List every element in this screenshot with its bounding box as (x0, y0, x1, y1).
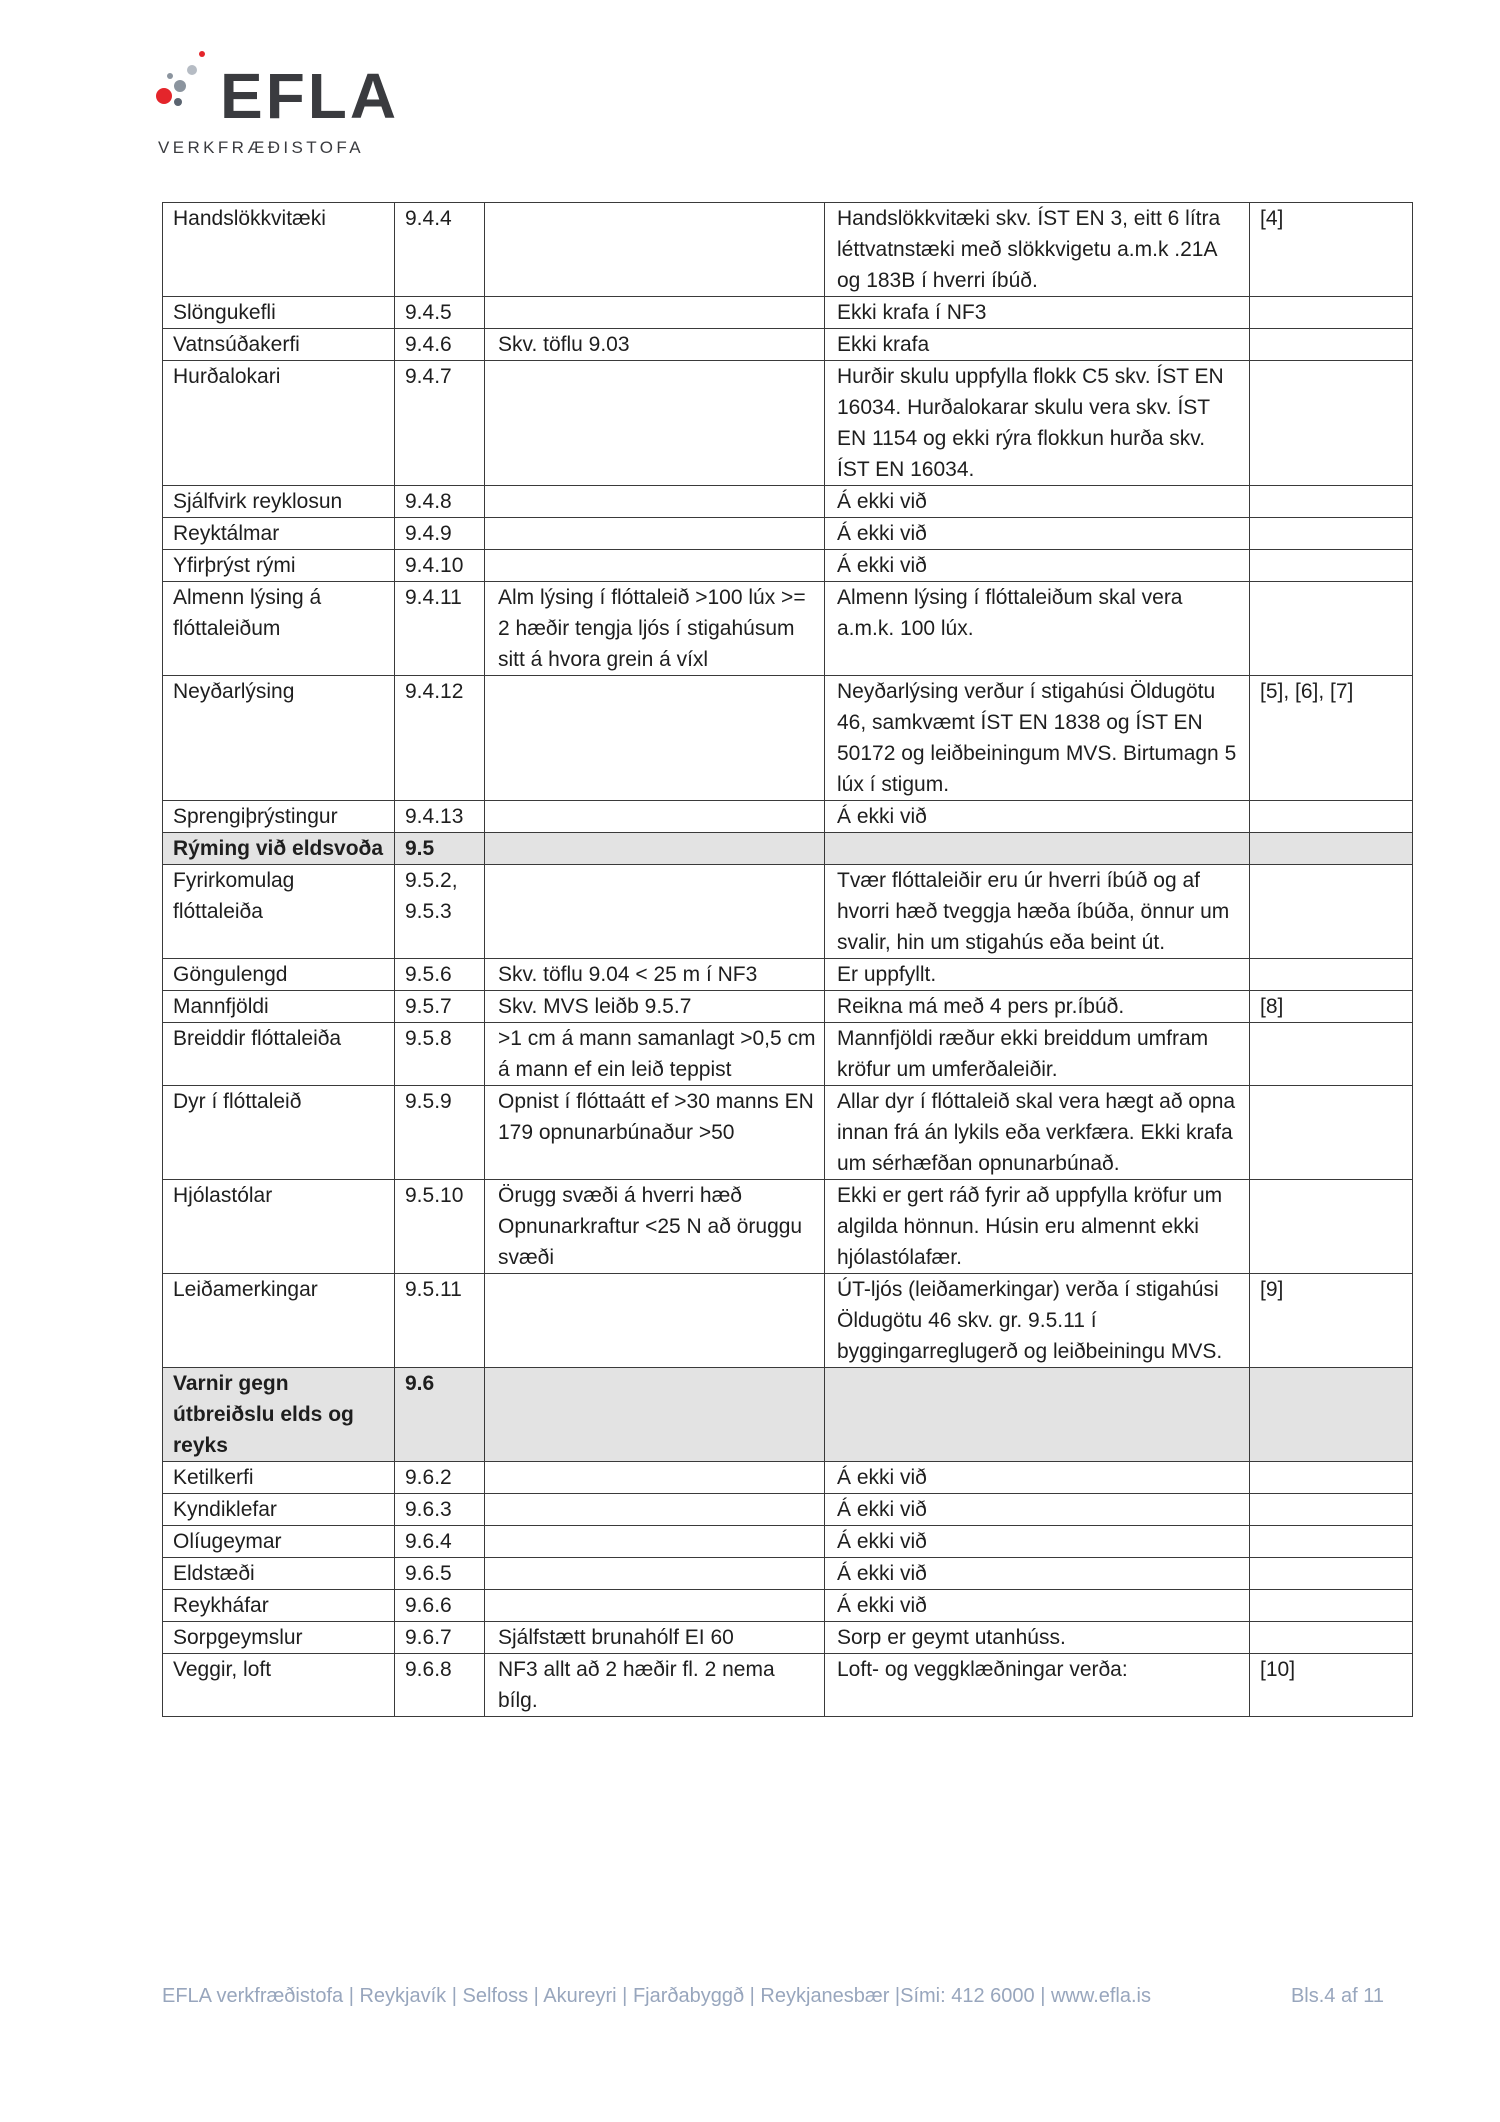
cell-requirement (485, 518, 825, 550)
page-footer (162, 1985, 1384, 2008)
table-row (163, 865, 1413, 959)
cell-topic: Handslökkvitæki (163, 203, 395, 297)
cell-requirement (485, 550, 825, 582)
cell-requirement: Skv. MVS leiðb 9.5.7 (485, 991, 825, 1023)
page-number: Bls.4 af 11 (1290, 1985, 1384, 2007)
cell-topic: Vatnsúðakerfi (163, 329, 395, 361)
cell-solution: Allar dyr í flóttaleið skal vera hægt að opna innan frá án lykils eða verkfæra. Ekki krafa um sérhæfðan opnunarbúnað. (825, 1086, 1250, 1180)
cell-requirement: Skv. töflu 9.04 < 25 m í NF3 (485, 959, 825, 991)
cell-requirement: NF3 allt að 2 hæðir fl. 2 nema bílg. (485, 1654, 825, 1717)
cell-reference (1250, 297, 1413, 329)
cell-article: 9.4.6 (395, 329, 485, 361)
table-row (163, 1558, 1413, 1590)
cell-topic: Ketilkerfi (163, 1462, 395, 1494)
table-row (163, 1526, 1413, 1558)
cell-article: 9.6.6 (395, 1590, 485, 1622)
cell-article: 9.5.11 (395, 1274, 485, 1368)
cell-reference (1250, 1086, 1413, 1180)
table-row (163, 550, 1413, 582)
table-row (163, 297, 1413, 329)
cell-topic: Eldstæði (163, 1558, 395, 1590)
cell-article: 9.6.2 (395, 1462, 485, 1494)
cell-reference: [8] (1250, 991, 1413, 1023)
cell-topic: Göngulengd (163, 959, 395, 991)
cell-requirement: Alm lýsing í flóttaleið >100 lúx >= 2 hæðir tengja ljós í stigahúsum sitt á hvora grein á víxl (485, 582, 825, 676)
cell-topic: Leiðamerkingar (163, 1274, 395, 1368)
cell-reference (1250, 1023, 1413, 1086)
cell-requirement: Opnist í flóttaátt ef >30 manns EN 179 opnunarbúnaður >50 (485, 1086, 825, 1180)
cell-topic: Varnir gegn útbreiðslu elds og reyks (163, 1368, 395, 1462)
cell-requirement (485, 1368, 825, 1462)
cell-article: 9.4.12 (395, 676, 485, 801)
table-row (163, 1494, 1413, 1526)
cell-solution: Á ekki við (825, 1526, 1250, 1558)
cell-requirement: >1 cm á mann samanlagt >0,5 cm á mann ef ein leið teppist (485, 1023, 825, 1086)
logo-wordmark: EFLA (220, 60, 400, 132)
section-row (163, 1368, 1413, 1462)
table-row (163, 582, 1413, 676)
table-row (163, 1180, 1413, 1274)
cell-topic: Sjálfvirk reyklosun (163, 486, 395, 518)
table-row (163, 959, 1413, 991)
cell-solution: ÚT-ljós (leiðamerkingar) verða í stigahúsi Öldugötu 46 skv. gr. 9.5.11 í byggingarreglugerð og leiðbeiningu MVS. (825, 1274, 1250, 1368)
table-row (163, 1023, 1413, 1086)
cell-reference (1250, 1368, 1413, 1462)
table-row (163, 329, 1413, 361)
cell-topic: Dyr í flóttaleið (163, 1086, 395, 1180)
cell-reference (1250, 1590, 1413, 1622)
cell-article: 9.4.8 (395, 486, 485, 518)
cell-topic: Breiddir flóttaleiða (163, 1023, 395, 1086)
cell-solution (825, 833, 1250, 865)
cell-reference (1250, 1494, 1413, 1526)
cell-requirement (485, 1274, 825, 1368)
table-row (163, 486, 1413, 518)
cell-article: 9.6 (395, 1368, 485, 1462)
cell-requirement (485, 486, 825, 518)
cell-article: 9.4.10 (395, 550, 485, 582)
cell-reference (1250, 1526, 1413, 1558)
cell-requirement (485, 297, 825, 329)
cell-reference (1250, 361, 1413, 486)
cell-reference (1250, 1180, 1413, 1274)
cell-topic: Veggir, loft (163, 1654, 395, 1717)
cell-article: 9.6.8 (395, 1654, 485, 1717)
cell-solution: Á ekki við (825, 518, 1250, 550)
cell-article: 9.4.5 (395, 297, 485, 329)
cell-reference (1250, 582, 1413, 676)
cell-topic: Fyrirkomulag flóttaleiða (163, 865, 395, 959)
cell-solution: Er uppfyllt. (825, 959, 1250, 991)
cell-article: 9.4.9 (395, 518, 485, 550)
cell-solution: Handslökkvitæki skv. ÍST EN 3, eitt 6 lítra léttvatnstæki með slökkvigetu a.m.k .21A og 183B í hverri íbúð. (825, 203, 1250, 297)
table-row (163, 1462, 1413, 1494)
cell-topic: Reyktálmar (163, 518, 395, 550)
cell-requirement (485, 1558, 825, 1590)
table-row (163, 518, 1413, 550)
cell-solution: Á ekki við (825, 1558, 1250, 1590)
table-row (163, 361, 1413, 486)
cell-solution: Reikna má með 4 pers pr.íbúð. (825, 991, 1250, 1023)
cell-article: 9.6.4 (395, 1526, 485, 1558)
cell-reference (1250, 801, 1413, 833)
cell-topic: Hjólastólar (163, 1180, 395, 1274)
cell-topic: Mannfjöldi (163, 991, 395, 1023)
table-row (163, 991, 1413, 1023)
cell-solution: Sorp er geymt utanhúss. (825, 1622, 1250, 1654)
section-row (163, 833, 1413, 865)
table-row (163, 801, 1413, 833)
footer-contact: EFLA verkfræðistofa | Reykjavík | Selfoss | Akureyri | Fjarðabyggð | Reykjanesbær |Sími: 412 6000 | www.efla.is (162, 1985, 1151, 2007)
cell-topic: Neyðarlýsing (163, 676, 395, 801)
cell-topic: Kyndiklefar (163, 1494, 395, 1526)
cell-reference (1250, 1462, 1413, 1494)
cell-requirement (485, 865, 825, 959)
cell-solution: Á ekki við (825, 1590, 1250, 1622)
cell-topic: Reykháfar (163, 1590, 395, 1622)
cell-requirement (485, 1462, 825, 1494)
table-row (163, 1590, 1413, 1622)
cell-topic: Rýming við eldsvoða (163, 833, 395, 865)
cell-article: 9.5.10 (395, 1180, 485, 1274)
cell-solution: Á ekki við (825, 1462, 1250, 1494)
cell-solution: Almenn lýsing í flóttaleiðum skal vera a.m.k. 100 lúx. (825, 582, 1250, 676)
cell-requirement (485, 1494, 825, 1526)
table-row (163, 203, 1413, 297)
cell-solution: Ekki er gert ráð fyrir að uppfylla kröfur um algilda hönnun. Húsin eru almennt ekki hjólastólafær. (825, 1180, 1250, 1274)
cell-solution: Loft- og veggklæðningar verða: (825, 1654, 1250, 1717)
cell-requirement (485, 1526, 825, 1558)
cell-article: 9.6.7 (395, 1622, 485, 1654)
cell-reference (1250, 550, 1413, 582)
cell-article: 9.6.3 (395, 1494, 485, 1526)
cell-reference: [10] (1250, 1654, 1413, 1717)
cell-requirement (485, 676, 825, 801)
cell-solution: Á ekki við (825, 550, 1250, 582)
cell-requirement: Sjálfstætt brunahólf EI 60 (485, 1622, 825, 1654)
cell-solution: Á ekki við (825, 801, 1250, 833)
cell-article: 9.5.8 (395, 1023, 485, 1086)
cell-solution: Hurðir skulu uppfylla flokk C5 skv. ÍST EN 16034. Hurðalokarar skulu vera skv. ÍST EN 1154 og ekki rýra flokkun hurða skv. ÍST EN 16034. (825, 361, 1250, 486)
cell-topic: Slöngukefli (163, 297, 395, 329)
cell-topic: Olíugeymar (163, 1526, 395, 1558)
cell-solution: Neyðarlýsing verður í stigahúsi Öldugötu 46, samkvæmt ÍST EN 1838 og ÍST EN 50172 og leiðbeiningum MVS. Birtumagn 5 lúx í stigum. (825, 676, 1250, 801)
cell-requirement (485, 801, 825, 833)
table-row (163, 1654, 1413, 1717)
cell-article: 9.4.4 (395, 203, 485, 297)
cell-article: 9.5 (395, 833, 485, 865)
cell-topic: Sprengiþrýstingur (163, 801, 395, 833)
cell-reference (1250, 1558, 1413, 1590)
cell-article: 9.5.7 (395, 991, 485, 1023)
cell-requirement (485, 833, 825, 865)
table-row (163, 1274, 1413, 1368)
cell-solution: Tvær flóttaleiðir eru úr hverri íbúð og af hvorri hæð tveggja hæða íbúða, önnur um svalir, hin um stigahús eða beint út. (825, 865, 1250, 959)
cell-topic: Almenn lýsing á flóttaleiðum (163, 582, 395, 676)
table-row (163, 1086, 1413, 1180)
cell-requirement: Örugg svæði á hverri hæð Opnunarkraftur <25 N að öruggu svæði (485, 1180, 825, 1274)
cell-article: 9.4.11 (395, 582, 485, 676)
cell-requirement (485, 203, 825, 297)
cell-solution: Ekki krafa í NF3 (825, 297, 1250, 329)
cell-article: 9.5.9 (395, 1086, 485, 1180)
cell-reference: [5], [6], [7] (1250, 676, 1413, 801)
cell-article: 9.4.13 (395, 801, 485, 833)
cell-requirement: Skv. töflu 9.03 (485, 329, 825, 361)
logo-dots-icon (150, 40, 230, 120)
cell-article: 9.6.5 (395, 1558, 485, 1590)
cell-article: 9.4.7 (395, 361, 485, 486)
cell-solution: Á ekki við (825, 486, 1250, 518)
cell-reference (1250, 486, 1413, 518)
cell-reference (1250, 1622, 1413, 1654)
logo-subtitle: VERKFRÆÐISTOFA (158, 138, 364, 157)
table-row (163, 1622, 1413, 1654)
fire-safety-table (162, 202, 1413, 1717)
cell-requirement (485, 1590, 825, 1622)
cell-reference: [4] (1250, 203, 1413, 297)
cell-requirement (485, 361, 825, 486)
cell-reference (1250, 518, 1413, 550)
cell-reference (1250, 329, 1413, 361)
cell-reference: [9] (1250, 1274, 1413, 1368)
cell-solution: Á ekki við (825, 1494, 1250, 1526)
cell-topic: Yfirþrýst rými (163, 550, 395, 582)
cell-article: 9.5.2, 9.5.3 (395, 865, 485, 959)
cell-solution: Mannfjöldi ræður ekki breiddum umfram kröfur um umferðaleiðir. (825, 1023, 1250, 1086)
cell-reference (1250, 959, 1413, 991)
cell-solution (825, 1368, 1250, 1462)
cell-solution: Ekki krafa (825, 329, 1250, 361)
cell-reference (1250, 865, 1413, 959)
cell-topic: Sorpgeymslur (163, 1622, 395, 1654)
cell-article: 9.5.6 (395, 959, 485, 991)
cell-reference (1250, 833, 1413, 865)
cell-topic: Hurðalokari (163, 361, 395, 486)
table-row (163, 676, 1413, 801)
